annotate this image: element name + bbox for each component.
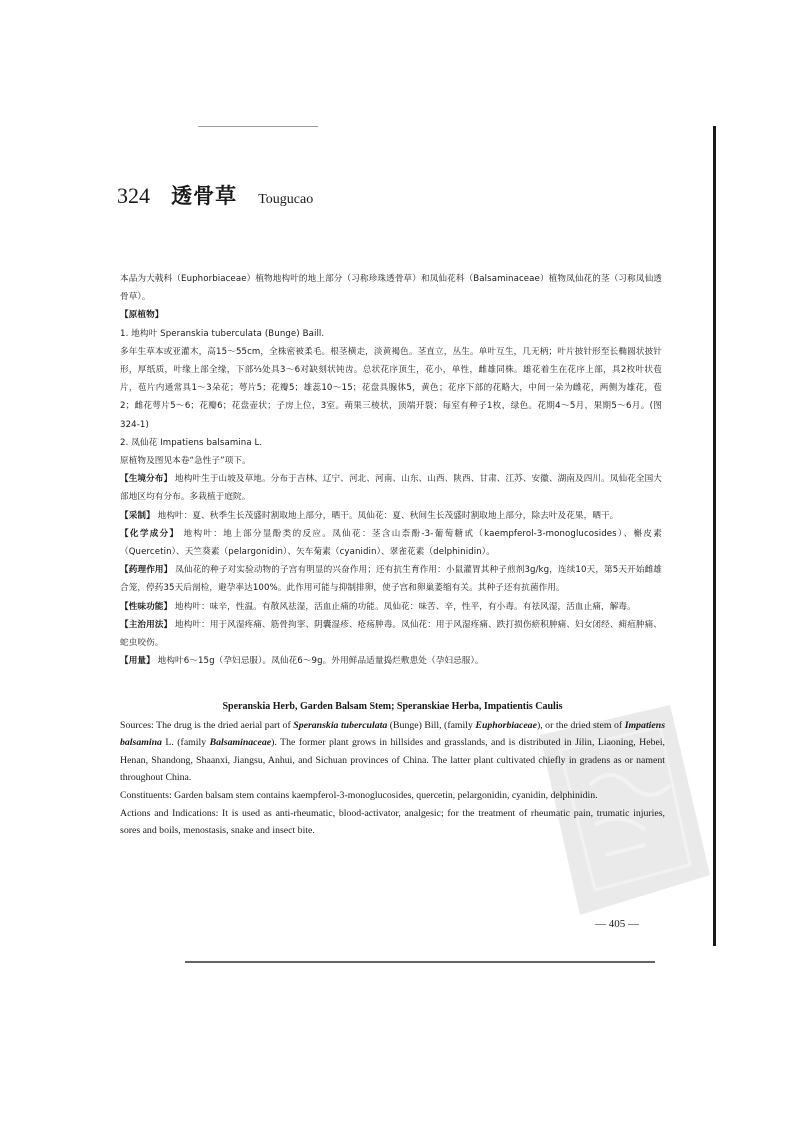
collection-heading: 【采制】 bbox=[120, 510, 155, 521]
plant1-description: 多年生草本或亚灌木，高15～55cm，全株密被柔毛。根茎横走，淡黄褐色。茎直立，丛生。单叶互生，几无柄；叶片披针形至长椭圆状披针形，厚纸质，叶缘上部全缘，下部⅔处具3～6对缺刻状钝齿。总状花序顶生，花小，单性，雌雄同株。雄花着生在花序上部，具2枚叶状苞片，苞片内通常具1～3朵花；萼片5；花瓣5；雄蕊10～15；花盘具腺体5，黄色；花序下部的花略大，中间一朵为雌花，两侧为雄花，苞2；雌花萼片5～6；花瓣6；花盘壶状；子房上位，3室。蒴果三棱状，顶端开裂；每室有种子1枚，绿色。花期4～5月，果期5～6月。(图324-1) bbox=[120, 346, 662, 430]
dosage-text: 地构叶6～15g（孕妇忌服）。凤仙花6～9g。外用鲜品适量捣烂敷患处（孕妇忌服）。 bbox=[157, 656, 484, 667]
chemistry-heading: 【化学成分】 bbox=[120, 528, 180, 539]
distribution-heading: 【生境分布】 bbox=[120, 474, 173, 485]
entry-name-zh: 透骨草 bbox=[171, 184, 238, 208]
collection-text: 地构叶：夏、秋季生长茂盛时割取地上部分，晒干。凤仙花：夏、秋间生长茂盛时割取地上部分，除去叶及花果，晒干。 bbox=[157, 510, 619, 521]
entry-name-pinyin: Tougucao bbox=[258, 192, 314, 207]
scan-artifact-top bbox=[198, 126, 318, 127]
page-title bbox=[117, 180, 313, 214]
pharmacology-text: 凤仙花的种子对实验动物的子宫有明显的兴奋作用；还有抗生育作用：小鼠灌胃其种子煎剂3g/kg，连续10天，第5天开始雌雄合笼，停药35天后剖检，避孕率达100%。此作用可能与抑制排卵，使子宫和卵巢萎缩有关。其种子还有抗菌作用。 bbox=[120, 565, 662, 594]
plant2-description: 原植物及图见本卷“急性子”项下。 bbox=[120, 456, 251, 467]
indications-text: 地构叶：用于风湿疼痛、筋骨拘挛、阴囊湿疹、疮疡肿毒。凤仙花：用于风湿疼痛、跌打损伤瘀积肿痛、妇女闭经、痈疽肿痛、蛇虫咬伤。 bbox=[120, 619, 662, 649]
english-summary bbox=[120, 698, 665, 840]
pharmacology-heading: 【药理作用】 bbox=[120, 565, 173, 576]
nature-text: 地构叶：味辛，性温。有散风祛湿，活血止痛的功能。凤仙花：味苦、辛，性平，有小毒。有祛风湿，活血止痛，解毒。 bbox=[175, 601, 636, 612]
nature-heading: 【性味功能】 bbox=[120, 601, 173, 612]
plant-heading: 【原植物】 bbox=[120, 310, 164, 321]
english-sources: Sources: The drug is the dried aerial part of Speranskia tuberculata (Bunge) Bill, (family Euphorbiaceae), or the dried stem of Impatiens balsamina L. (family Balsaminaceae). The former plant grows in hillsides and grasslands, and is distributed in Jilin, Liaoning, Hebei, Henan, Shandong, Shaanxi, Jiangsu, Anhui, and Sichuan provinces of China. The latter plant cultivated chiefly in gradens as or nament throughout China. bbox=[120, 719, 666, 784]
intro-paragraph: 本品为大戟科（Euphorbiaceae）植物地构叶的地上部分（习称珍珠透骨草）和凤仙花科（Balsaminaceae）植物凤仙花的茎（习称凤仙透骨草）。 bbox=[120, 274, 662, 303]
english-title: Speranskia Herb, Garden Balsam Stem; Speranskiae Herba, Impatientis Caulis bbox=[222, 701, 563, 712]
distribution-text: 地构叶生于山坡及草地。分布于吉林、辽宁、河北、河南、山东、山西、陕西、甘肃、江苏、安徽、湖南及四川。凤仙花全国大部地区均有分布。多栽植于庭院。 bbox=[120, 474, 662, 503]
dosage-heading: 【用量】 bbox=[120, 656, 155, 667]
page-edge-bar bbox=[713, 126, 716, 946]
entry-number: 324 bbox=[117, 183, 150, 208]
chinese-body bbox=[120, 270, 662, 670]
english-constituents: Constituents: Garden balsam stem contains kaempferol-3-monoglucosides, quercetin, pelargonidin, cyanidin, delphinidin. bbox=[120, 789, 598, 801]
english-actions: Actions and Indications: It is used as anti-rheumatic, blood-activator, analgesic; for the treatment of rheumatic pain, trumatic injuries, sores and boils, menostasis, snake and insect bite. bbox=[120, 807, 665, 837]
page-number: — 405 — bbox=[595, 918, 639, 930]
plant1-name: 1. 地构叶 Speranskia tuberculata (Bunge) Baill. bbox=[120, 328, 325, 339]
plant2-name: 2. 凤仙花 Impatiens balsamina L. bbox=[120, 437, 263, 448]
scan-artifact-bottom bbox=[185, 961, 655, 963]
chemistry-text: 地构叶：地上部分显酚类的反应。凤仙花：茎含山柰酚-3-葡萄糖甙（kaempferol-3-monoglucosides）、槲皮素（Quercetin）、天竺葵素（pelargonidin）、矢车菊素（cyanidin）、翠雀花素（delphinidin）。 bbox=[120, 528, 663, 558]
indications-heading: 【主治用法】 bbox=[120, 619, 173, 630]
